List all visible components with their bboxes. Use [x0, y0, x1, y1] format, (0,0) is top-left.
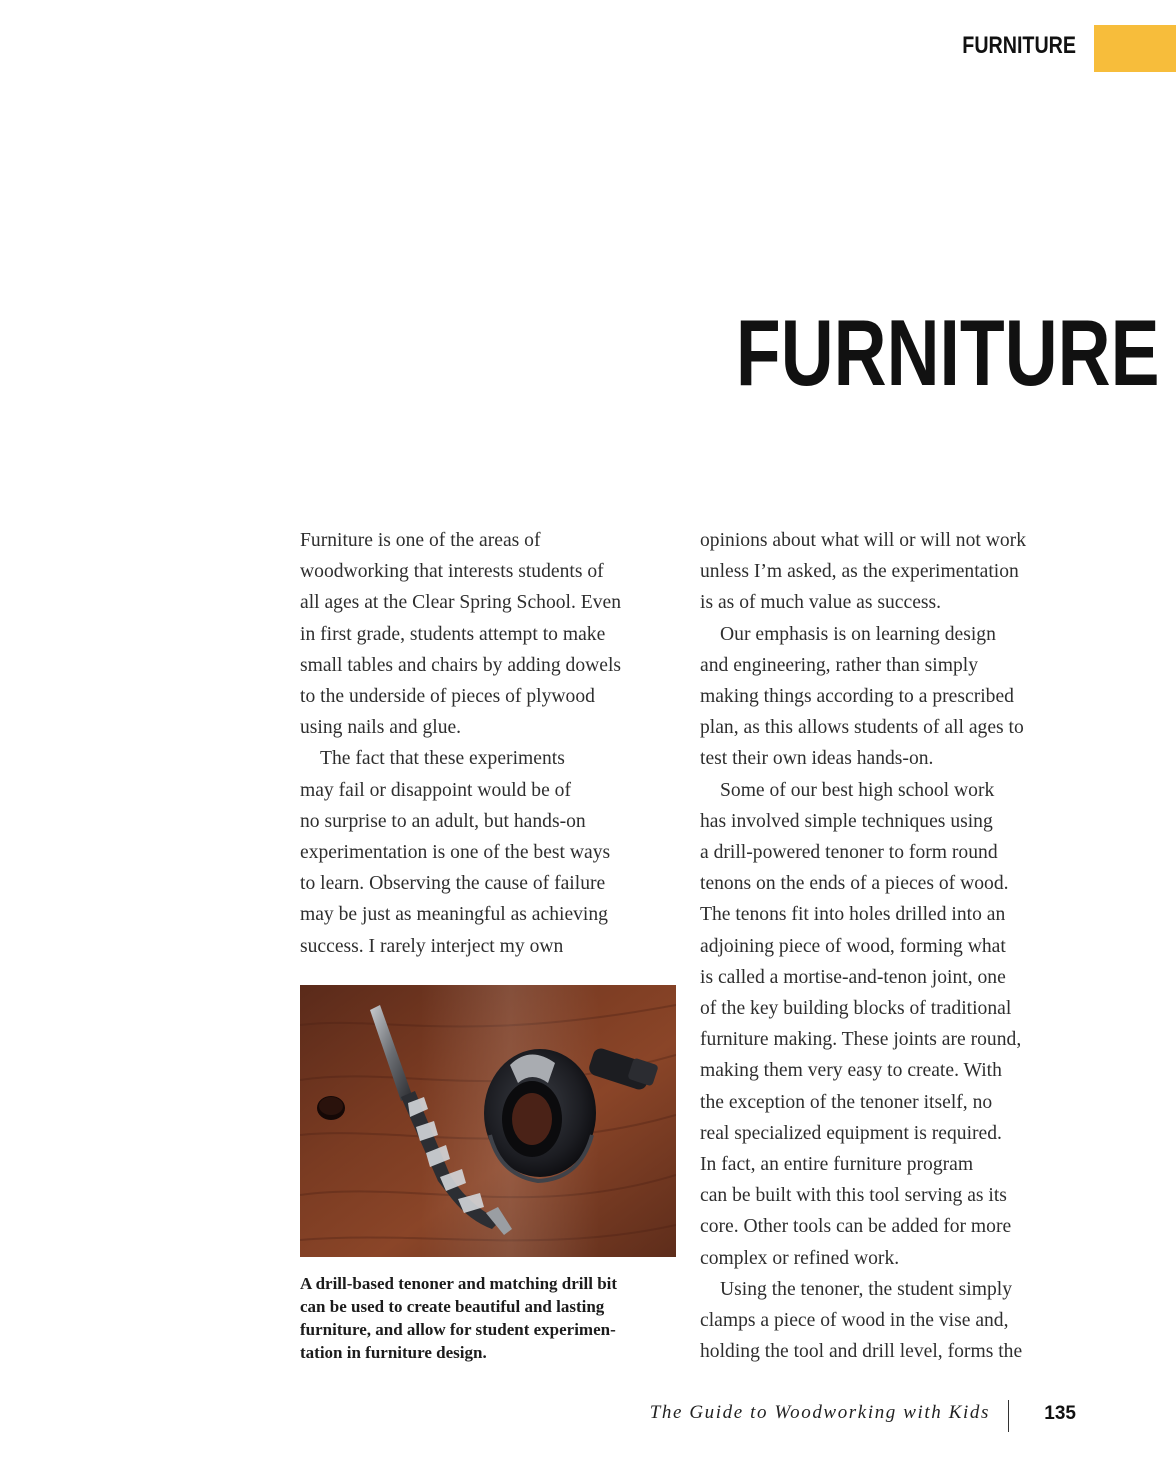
body-line: opinions about what will or will not work — [700, 530, 1026, 551]
section-label: FURNITURE — [962, 32, 1076, 59]
body-paragraph — [700, 775, 1080, 1274]
chapter-title: FURNITURE — [735, 300, 1160, 405]
photo-caption — [300, 1272, 680, 1364]
body-paragraph — [700, 525, 1080, 619]
body-line: to the underside of pieces of plywood — [300, 686, 595, 708]
body-line: adjoining piece of wood, forming what — [700, 935, 1006, 957]
caption-line: A drill-based tenoner and matching drill bit — [300, 1274, 618, 1293]
body-line: complex or refined work. — [700, 1247, 900, 1269]
body-paragraph — [300, 525, 680, 743]
body-line: woodworking that interests students of — [300, 561, 604, 583]
body-line: unless I’m asked, as the experimentation — [700, 561, 1019, 583]
body-line: Furniture is one of the areas of — [300, 530, 541, 551]
body-line: The fact that these experiments — [320, 748, 565, 770]
body-line: may fail or disappoint would be of — [300, 779, 571, 801]
body-line: clamps a piece of wood in the vise and, — [700, 1310, 1009, 1332]
body-line: Using the tenoner, the student simply — [720, 1278, 1012, 1300]
body-line: success. I rarely interject my own — [300, 935, 564, 957]
body-line: plan, as this allows students of all ages to — [700, 717, 1024, 739]
body-paragraph — [700, 1274, 1080, 1368]
body-line: furniture making. These joints are round, — [700, 1029, 1022, 1051]
body-line: is as of much value as success. — [700, 592, 942, 614]
body-line: is called a mortise-and-tenon joint, one — [700, 966, 1006, 988]
body-paragraph — [300, 743, 680, 961]
body-paragraph — [700, 619, 1080, 775]
body-line: making them very easy to create. With — [700, 1060, 1002, 1082]
tenoner-photo — [300, 985, 676, 1257]
body-line: all ages at the Clear Spring School. Even — [300, 592, 622, 614]
section-color-tab — [1094, 25, 1176, 72]
footer-book-title: The Guide to Woodworking with Kids — [649, 1402, 990, 1423]
page-number: 135 — [1044, 1403, 1076, 1424]
body-line: and engineering, rather than simply — [700, 654, 979, 676]
body-line: core. Other tools can be added for more — [700, 1216, 1012, 1238]
body-line: of the key building blocks of traditional — [700, 998, 1012, 1020]
body-line: tenons on the ends of a pieces of wood. — [700, 873, 1009, 895]
caption-line: tation in furniture design. — [300, 1343, 487, 1362]
body-line: making things according to a prescribed — [700, 686, 1014, 708]
body-line: to learn. Observing the cause of failure — [300, 873, 606, 895]
body-line: may be just as meaningful as achieving — [300, 904, 608, 926]
tenoner-and-drill-bit-image — [300, 985, 676, 1257]
body-line: The tenons fit into holes drilled into an — [700, 904, 1006, 926]
body-line: Some of our best high school work — [720, 779, 995, 801]
body-line: real specialized equipment is required. — [700, 1122, 1002, 1144]
body-line: Our emphasis is on learning design — [720, 623, 996, 645]
body-line: test their own ideas hands-on. — [700, 748, 934, 770]
footer-divider — [1008, 1400, 1009, 1432]
body-line: no surprise to an adult, but hands-on — [300, 810, 586, 832]
caption-line: can be used to create beautiful and lasting — [300, 1297, 605, 1316]
body-line: small tables and chairs by adding dowels — [300, 654, 622, 676]
caption-line: furniture, and allow for student experimen- — [300, 1320, 616, 1339]
body-line: holding the tool and drill level, forms the — [700, 1341, 1023, 1363]
body-line: can be built with this tool serving as its — [700, 1185, 1007, 1207]
body-line: in first grade, students attempt to make — [300, 623, 606, 645]
body-line: has involved simple techniques using — [700, 810, 993, 832]
body-line: a drill-powered tenoner to form round — [700, 842, 998, 864]
body-line: In fact, an entire furniture program — [700, 1154, 974, 1176]
body-column-right — [700, 525, 1080, 1367]
body-line: using nails and glue. — [300, 717, 462, 739]
body-line: the exception of the tenoner itself, no — [700, 1091, 993, 1113]
body-line: experimentation is one of the best ways — [300, 842, 611, 864]
body-column-left — [300, 525, 680, 962]
